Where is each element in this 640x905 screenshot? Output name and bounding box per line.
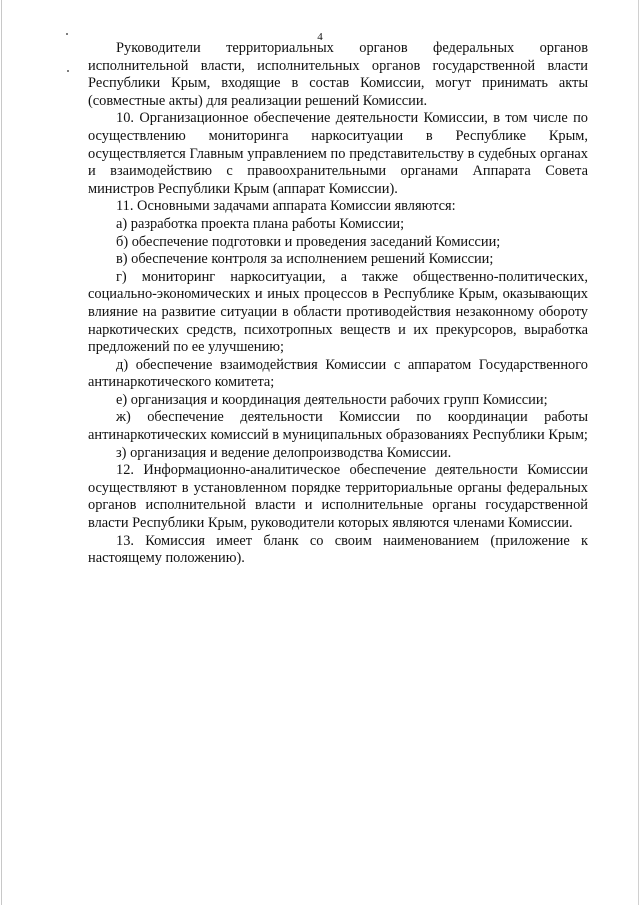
document-body xyxy=(88,40,588,568)
page-number: 4 xyxy=(317,31,323,43)
list-item: з) организация и ведение делопроизводства Комиссии. xyxy=(116,444,452,461)
paragraph: 11. Основными задачами аппарата Комиссии являются: xyxy=(116,198,456,215)
list-item: в) обеспечение контроля за исполнением решений Комиссии; xyxy=(116,251,494,268)
scan-speck xyxy=(67,70,69,72)
scan-edge-left xyxy=(1,0,2,905)
list-item: б) обеспечение подготовки и проведения заседаний Комиссии; xyxy=(116,233,501,250)
scan-edge-right xyxy=(638,0,639,905)
paragraph: 12. Информационно-аналитическое обеспечение деятельности Комиссии осуществляют в установленном порядке территориальные органы федеральных органов исполнительной власти и исполнительные органы государственной власти Республики Крым, руководители которых являются членами Комиссии. xyxy=(88,462,588,532)
list-item: г) мониторинг наркоситуации, а также общественно-политических, социально-экономических и иных процессов в Республике Крым, оказывающих влияние на развитие ситуации в области противодействия незаконному обороту наркотических средств, психотропных веществ и их прекурсоров, выработка предложений по ее улучшению; xyxy=(88,268,588,356)
list-item: а) разработка проекта плана работы Комиссии; xyxy=(116,215,405,232)
list-item: д) обеспечение взаимодействия Комиссии с аппаратом Государственного антинаркотического комитета; xyxy=(88,356,588,391)
paragraph: Руководители территориальных органов федеральных органов исполнительной власти, исполнительных органов государственной власти Республики Крым, входящие в состав Комиссии, могут принимать акты (совместные акты) для реализации решений Комиссии. xyxy=(88,40,588,109)
list-item: ж) обеспечение деятельности Комиссии по координации работы антинаркотических комиссий в муниципальных образованиях Республики Крым; xyxy=(88,409,588,444)
paragraph: 13. Комиссия имеет бланк со своим наименованием (приложение к настоящему положению). xyxy=(88,532,588,567)
paragraph: 10. Организационное обеспечение деятельности Комиссии, в том числе по осуществлению мониторинга наркоситуации в Республике Крым, осуществляется Главным управлением по представительству в судебных органах и взаимодействию с правоохранительными органами Аппарата Совета министров Республики Крым (аппарат Комиссии). xyxy=(88,110,588,197)
list-item: е) организация и координация деятельности рабочих групп Комиссии; xyxy=(116,391,548,408)
